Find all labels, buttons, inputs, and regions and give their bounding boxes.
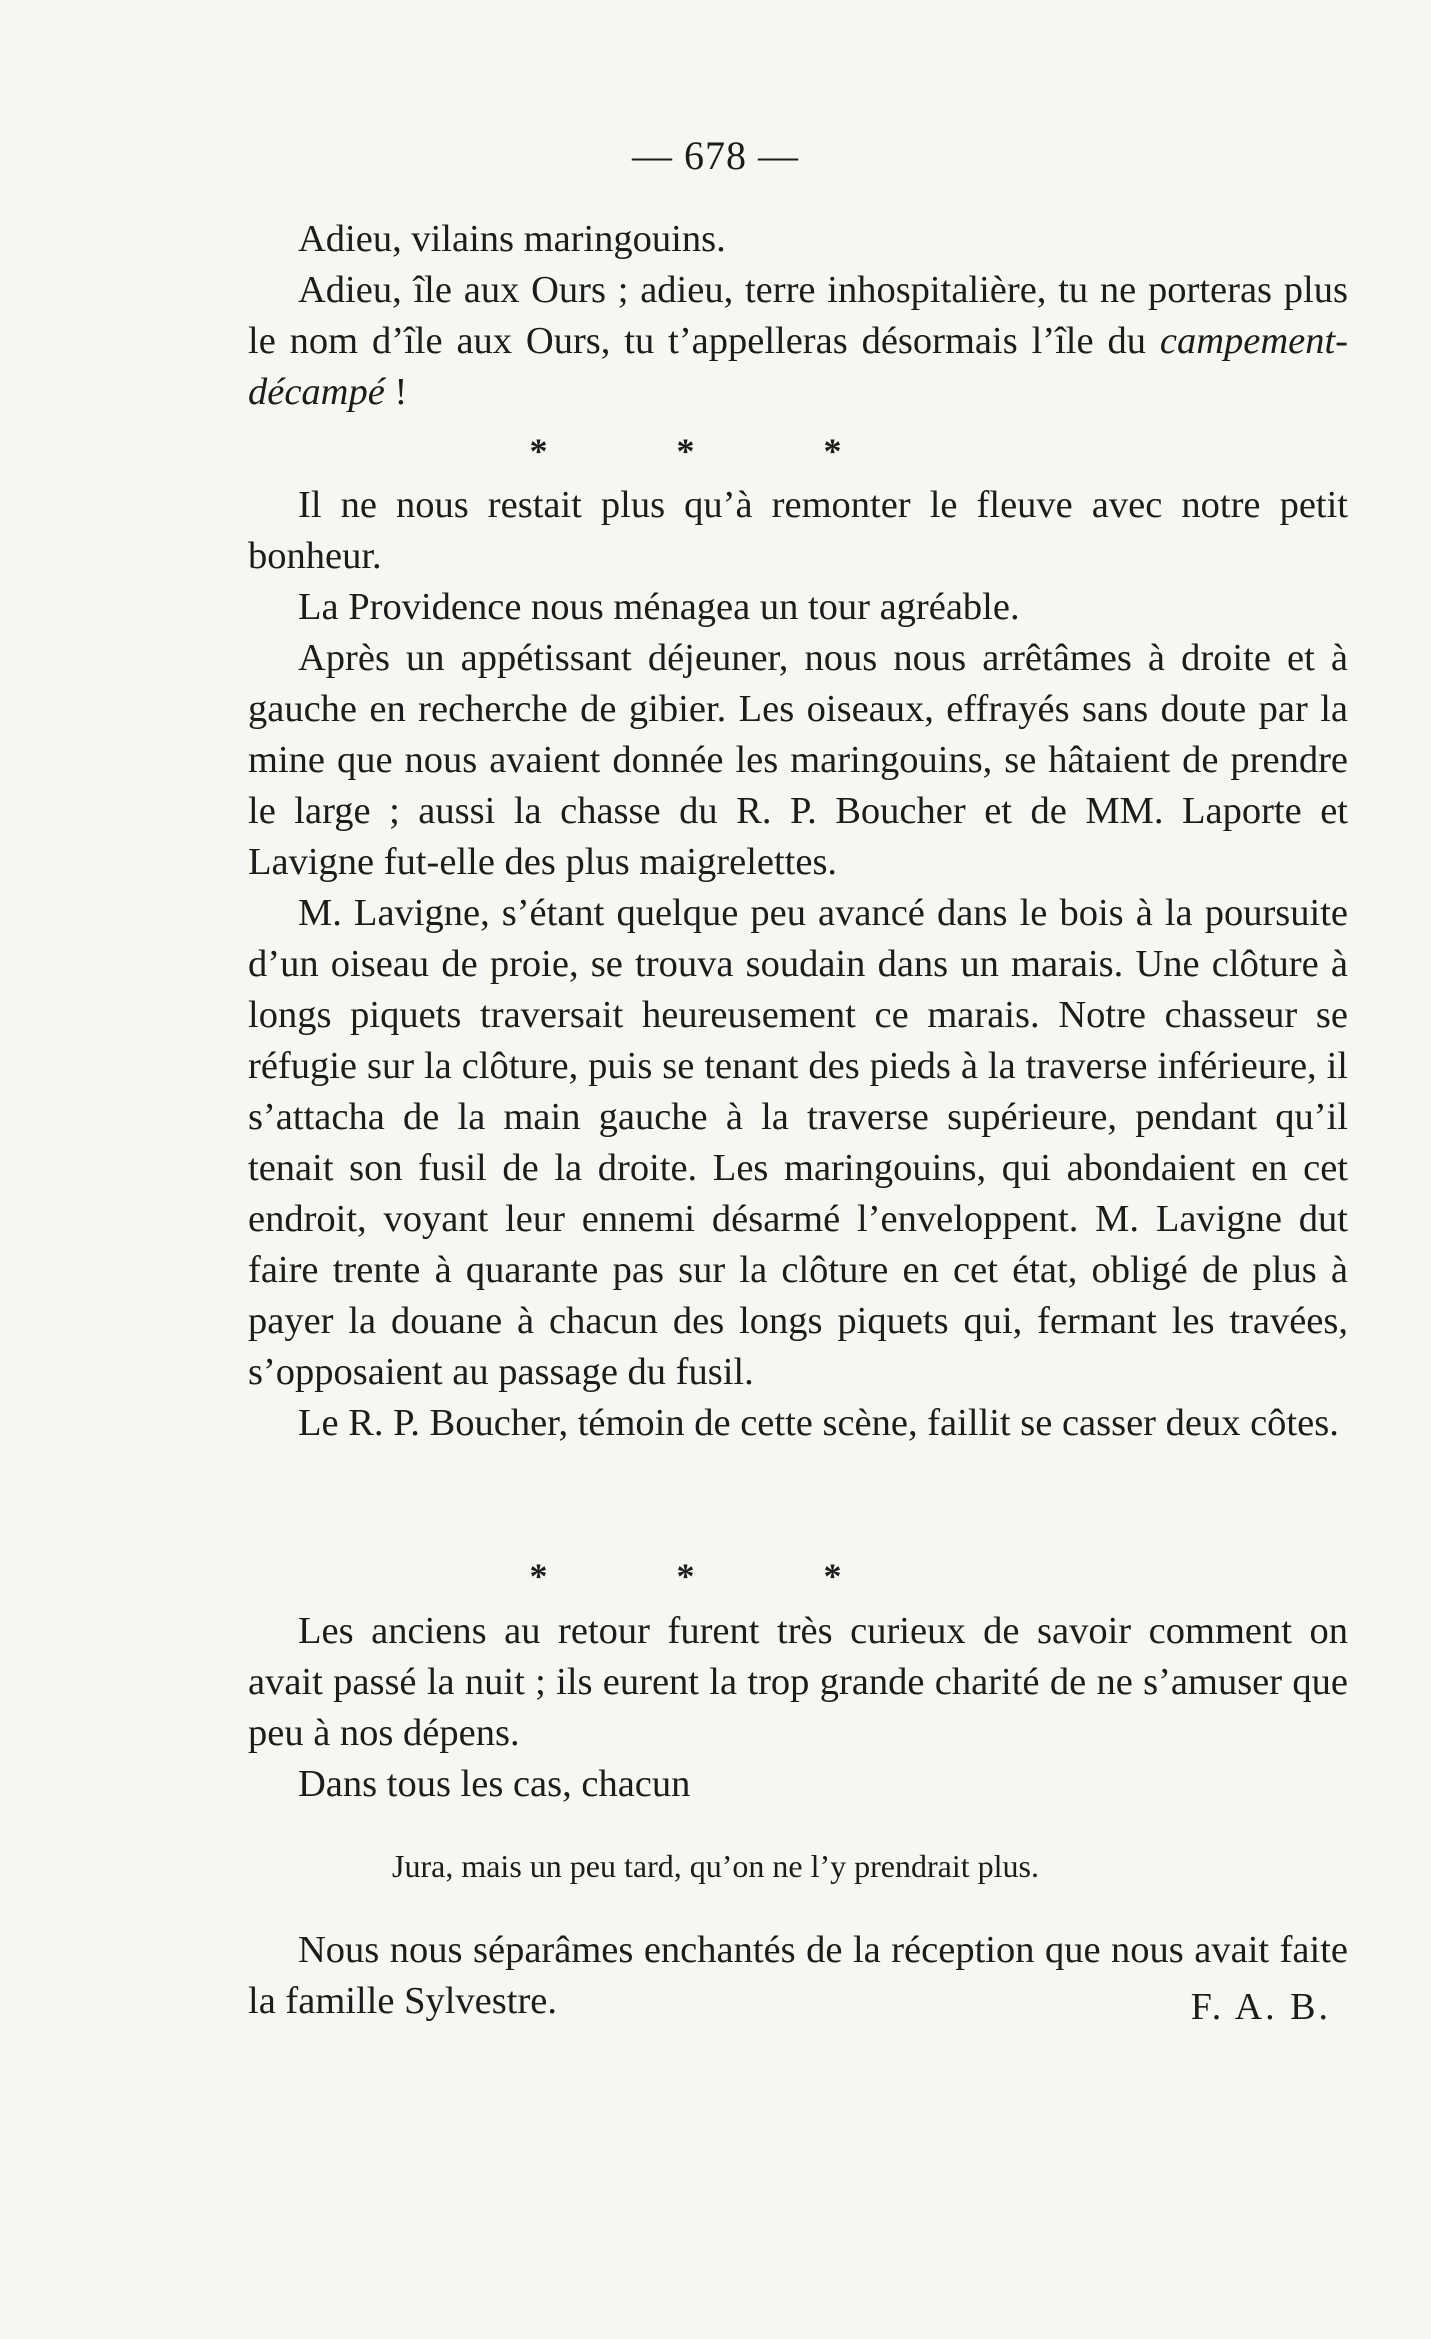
section-4 (248, 1925, 1348, 2027)
section-separator: * * * (529, 431, 902, 471)
italic-text: campement-décampé (248, 320, 1348, 413)
signature: F. A. B. (1190, 1986, 1331, 2028)
paragraph: La Providence nous ménagea un tour agréable. (298, 586, 1020, 628)
paragraph-text: Adieu, île aux Ours ; adieu, terre inhospitalière, tu ne porteras plus le nom d’île aux Ours, tu t’appelleras désormais l’île du (248, 269, 1348, 362)
paragraph: M. Lavigne, s’étant quelque peu avancé dans le bois à la poursuite d’un oiseau de proie, se trouva soudain dans un marais. Une clôture à longs piquets traversait heureusement ce marais. Notre chasseur se réfugie sur la clôture, puis se tenant des pieds à la traverse inférieure, il s’attacha de la main gauche à la traverse supérieure, pendant qu’il tenait son fusil de la droite. Les maringouins, qui abondaient en cet endroit, voyant leur ennemi désarmé l’enveloppent. M. Lavigne dut faire trente à quarante pas sur la clôture en cet état, obligé de plus à payer la douane à chacun des longs piquets qui, fermant les travées, s’opposaient au passage du fusil. (248, 892, 1348, 1393)
section-separator: * * * (529, 1556, 902, 1596)
section-3 (248, 1606, 1348, 1810)
paragraph: Dans tous les cas, chacun (298, 1763, 691, 1805)
paragraph-end: ! (384, 371, 408, 413)
paragraph: Il ne nous restait plus qu’à remonter le fleuve avec notre petit bonheur. (248, 484, 1348, 577)
section-2 (248, 480, 1348, 1449)
page-number: — 678 — (632, 133, 799, 178)
paragraph (248, 265, 1348, 418)
verse-line: Jura, mais un peu tard, qu’on ne l’y prendrait plus. (392, 1848, 1039, 1884)
paragraph: Adieu, vilains maringouins. (298, 218, 726, 260)
paragraph: Les anciens au retour furent très curieux de savoir comment on avait passé la nuit ; ils eurent la trop grande charité de ne s’amuser que peu à nos dépens. (248, 1610, 1348, 1754)
paragraph: Après un appétissant déjeuner, nous nous arrêtâmes à droite et à gauche en recherche de gibier. Les oiseaux, effrayés sans doute par la mine que nous avaient donnée les maringouins, se hâtaient de prendre le large ; aussi la chasse du R. P. Boucher et de MM. Laporte et Lavigne fut-elle des plus maigrelettes. (248, 637, 1348, 883)
paragraph: Le R. P. Boucher, témoin de cette scène, faillit se casser deux côtes. (298, 1402, 1339, 1444)
section-1 (248, 214, 1348, 418)
paragraph: Nous nous séparâmes enchantés de la réception que nous avait faite la famille Sylvestre. (248, 1929, 1348, 2022)
